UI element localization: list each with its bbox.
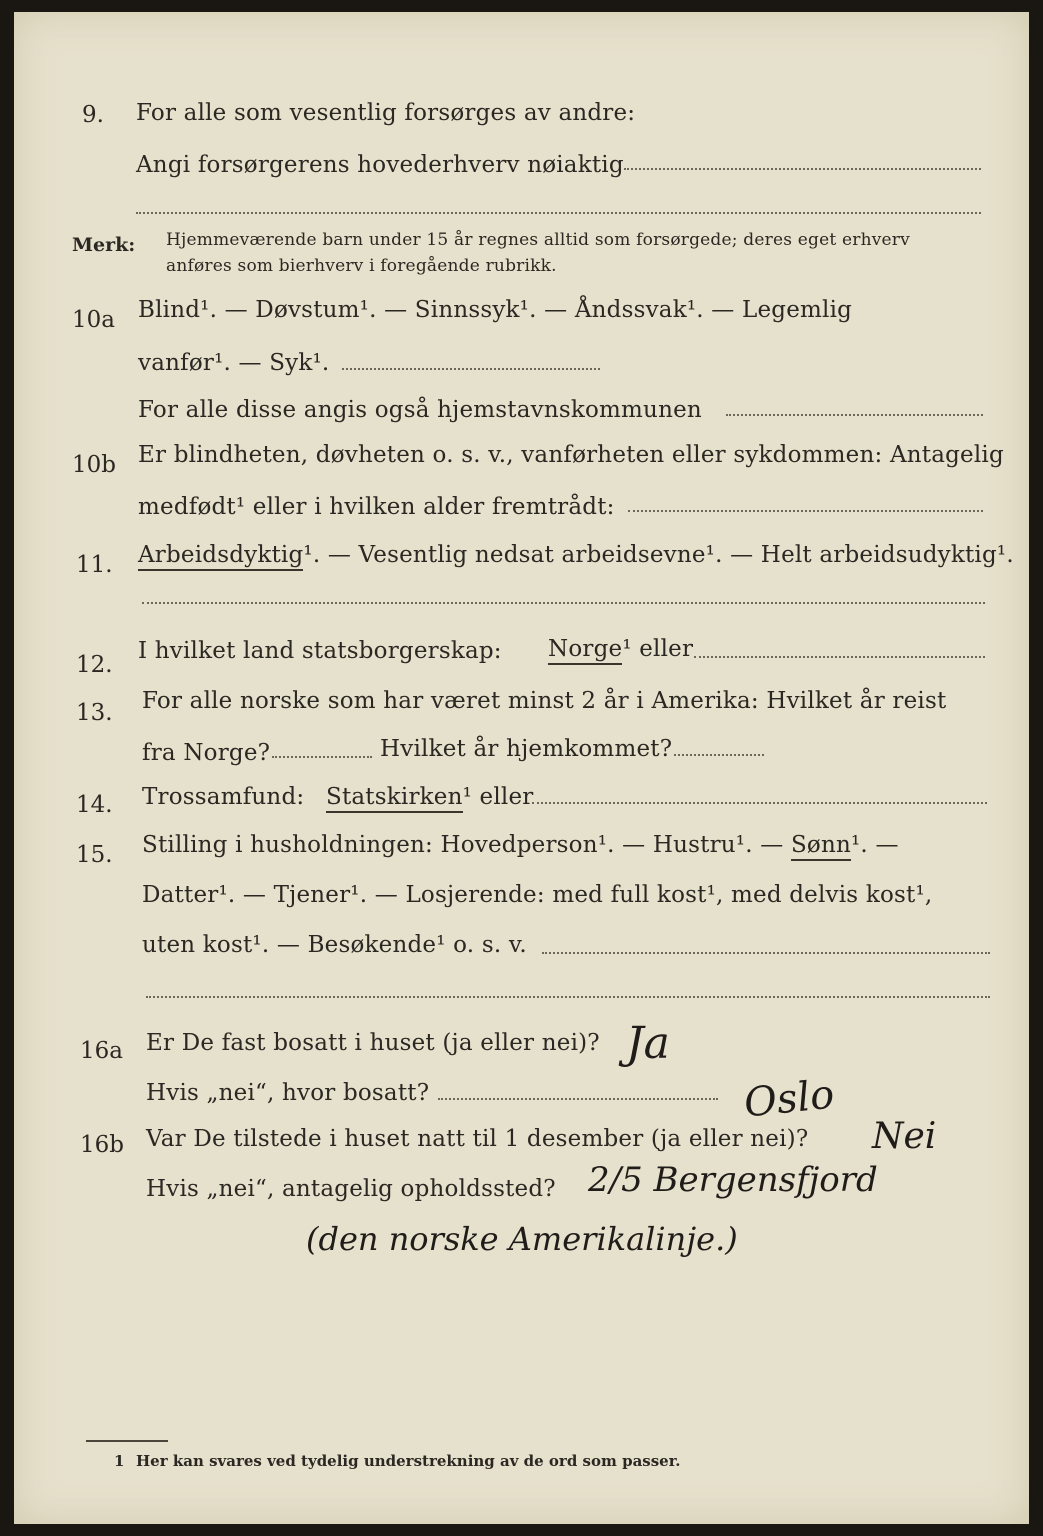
q12-prefix: I hvilket land statsborgerskap:	[138, 638, 502, 664]
q13-year-returned-line	[674, 754, 764, 756]
q16b-handwritten-answer: Nei	[872, 1116, 937, 1157]
q11-option-arbeidsdyktig[interactable]: Arbeidsdyktig	[138, 542, 303, 571]
footnote-mark: 1	[114, 1452, 125, 1470]
q16a-number: 16a	[80, 1038, 123, 1064]
q15-line3: uten kost¹. — Besøkende¹ o. s. v.	[142, 932, 527, 958]
q10a-line3: For alle disse angis også hjemstavnskommunen	[138, 397, 702, 423]
q10a-number: 10a	[72, 307, 115, 333]
q9-line2: Angi forsørgerens hovederhverv nøiaktig	[136, 152, 624, 178]
q10a-home-line	[726, 414, 983, 416]
q16b-number: 16b	[80, 1132, 124, 1158]
q14-answer-line	[532, 802, 987, 804]
q10a-line2: vanfør¹. — Syk¹.	[138, 350, 330, 376]
q15-answer-line	[542, 952, 990, 954]
q12-suffix: ¹ eller	[622, 636, 694, 662]
q16a-line2: Hvis „nei“, hvor bosatt?	[146, 1080, 430, 1106]
q10a-line1: Blind¹. — Døvstum¹. — Sinnssyk¹. — Åndssvak¹. — Legemlig	[138, 297, 853, 323]
q12-number: 12.	[76, 652, 113, 678]
q13-line2a: fra Norge?	[142, 740, 271, 766]
q13-number: 13.	[76, 700, 113, 726]
q16a-line1: Er De fast bosatt i huset (ja eller nei)?	[146, 1030, 600, 1056]
q9-line1: For alle som vesentlig forsørges av andre:	[136, 100, 636, 126]
q13-line1: For alle norske som har været minst 2 år i Amerika: Hvilket år reist	[142, 688, 947, 714]
q13-line2b: Hvilket år hjemkommet?	[380, 736, 673, 762]
q15-answer-line-2	[146, 996, 990, 998]
q16b-handwritten-note: (den norske Amerikalinje.)	[306, 1220, 738, 1258]
q16b-line1: Var De tilstede i huset natt til 1 desember (ja eller nei)?	[146, 1126, 809, 1152]
q11-number: 11.	[76, 552, 113, 578]
q15-number: 15.	[76, 842, 113, 868]
q14-prefix: Trossamfund:	[142, 784, 305, 810]
q12-answer-line	[694, 656, 985, 658]
q10a-answer-line	[342, 368, 600, 370]
q11-rest: ¹. — Vesentlig nedsat arbeidsevne¹. — Helt arbeidsudyktig¹.	[303, 542, 1014, 568]
footnote-text: Her kan svares ved tydelig understrekning av de ord som passer.	[136, 1452, 681, 1470]
q16b-handwritten-place: 2/5 Bergensfjord	[588, 1160, 878, 1200]
q15-line2: Datter¹. — Tjener¹. — Losjerende: med full kost¹, med delvis kost¹,	[142, 882, 933, 908]
q12-option-norge[interactable]: Norge	[548, 636, 622, 665]
q16b-scribble: Oslo	[741, 1071, 837, 1127]
q9-answer-line	[624, 168, 981, 170]
q10b-line1: Er blindheten, døvheten o. s. v., vanførheten eller sykdommen: Antagelig	[138, 442, 1004, 468]
q14-number: 14.	[76, 792, 113, 818]
q14-option-statskirken[interactable]: Statskirken	[326, 784, 463, 813]
q16a-residence-line	[438, 1098, 718, 1100]
q11-answer-line	[142, 602, 985, 604]
q14-suffix: ¹ eller	[462, 784, 534, 810]
q14-option-line	[326, 784, 533, 810]
q10b-number: 10b	[72, 452, 116, 478]
q11-line	[138, 542, 1014, 568]
q9-number: 9.	[82, 102, 104, 128]
merk-line1: Hjemmeværende barn under 15 år regnes alltid som forsørgede; deres eget erhverv	[166, 230, 910, 250]
q16a-handwritten-answer: Ja	[626, 1018, 670, 1069]
merk-label: Merk:	[72, 234, 136, 256]
census-form-page	[14, 12, 1029, 1524]
q10b-line2: medfødt¹ eller i hvilken alder fremtrådt:	[138, 494, 615, 520]
q10b-answer-line	[628, 510, 983, 512]
q15-line1b: ¹. —	[851, 832, 899, 858]
q15-line1a: Stilling i husholdningen: Hovedperson¹. — Hustru¹. —	[142, 832, 784, 858]
q9-answer-line-2	[136, 212, 981, 214]
merk-line2: anføres som bierhverv i foregående rubrikk.	[166, 256, 557, 276]
q15-line1	[142, 832, 899, 858]
footnote-rule	[86, 1440, 168, 1442]
q16b-line2: Hvis „nei“, antagelig opholdssted?	[146, 1176, 556, 1202]
q12-option-line	[548, 636, 693, 662]
q13-year-left-line	[272, 756, 372, 758]
q15-option-sonn[interactable]: Sønn	[791, 832, 851, 861]
